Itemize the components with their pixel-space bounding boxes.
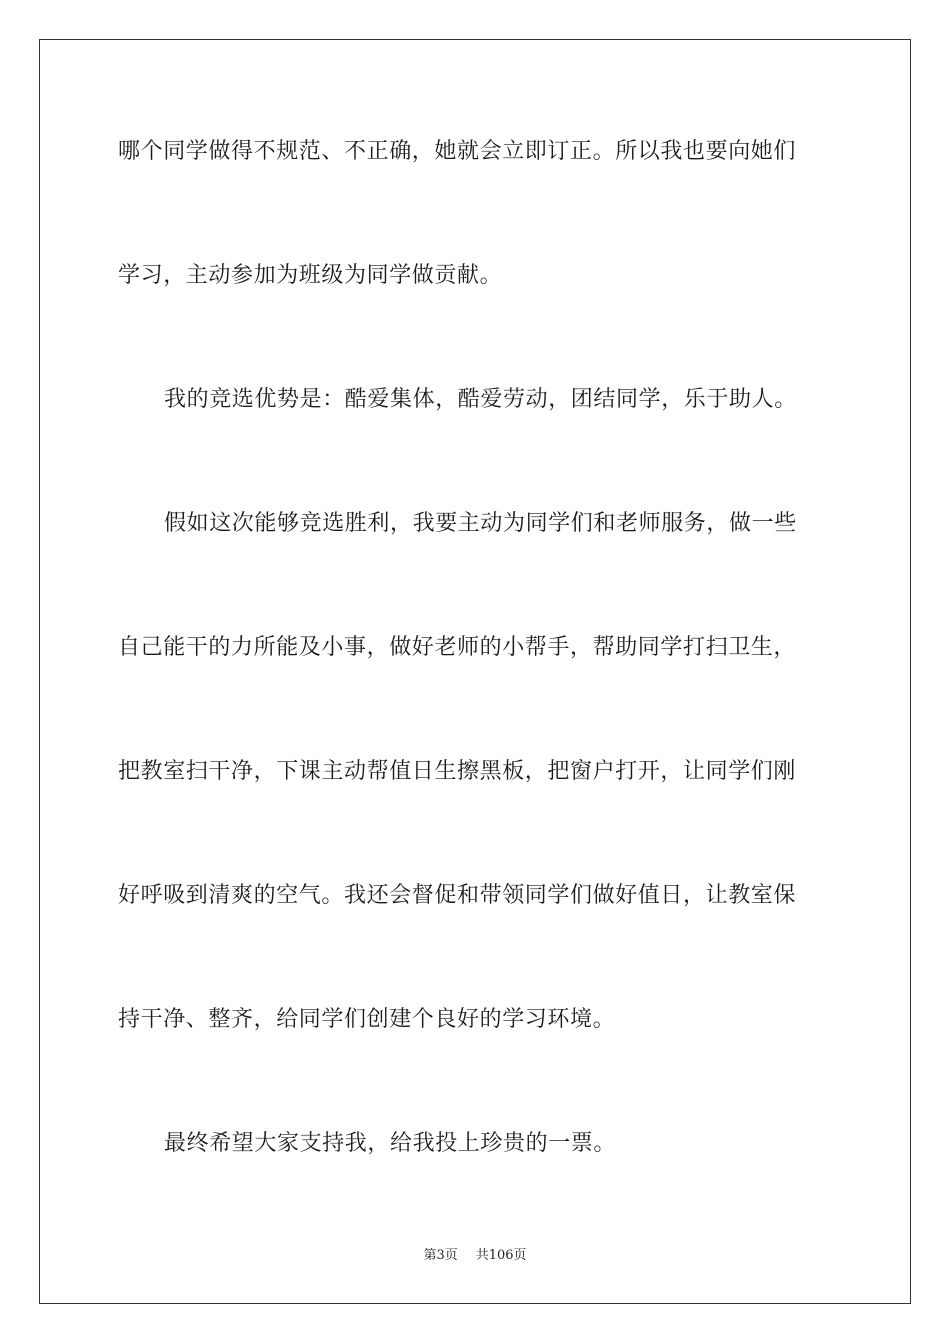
body-line-4: 假如这次能够竞选胜利，我要主动为同学们和老师服务，做一些 bbox=[164, 511, 797, 536]
page-border bbox=[39, 39, 911, 1304]
body-line-9: 最终希望大家支持我，给我投上珍贵的一票。 bbox=[164, 1131, 617, 1156]
body-line-2: 学习，主动参加为班级为同学做贡献。 bbox=[118, 263, 503, 288]
body-line-3: 我的竞选优势是：酷爱集体，酷爱劳动，团结同学，乐于助人。 bbox=[164, 387, 797, 412]
body-line-7: 好呼吸到清爽的空气。我还会督促和带领同学们做好值日，让教室保 bbox=[118, 883, 797, 908]
body-line-6: 把教室扫干净，下课主动帮值日生擦黑板，把窗户打开，让同学们刚 bbox=[118, 759, 797, 784]
body-line-5: 自己能干的力所能及小事，做好老师的小帮手，帮助同学打扫卫生， bbox=[118, 635, 797, 660]
page-footer bbox=[0, 1248, 950, 1264]
body-line-8: 持干净、整齐，给同学们创建个良好的学习环境。 bbox=[118, 1007, 616, 1032]
body-line-1: 哪个同学做得不规范、不正确，她就会立即订正。所以我也要向她们 bbox=[118, 139, 797, 164]
page-number: 第3页 bbox=[423, 1248, 458, 1263]
page-total: 共106页 bbox=[475, 1248, 527, 1263]
